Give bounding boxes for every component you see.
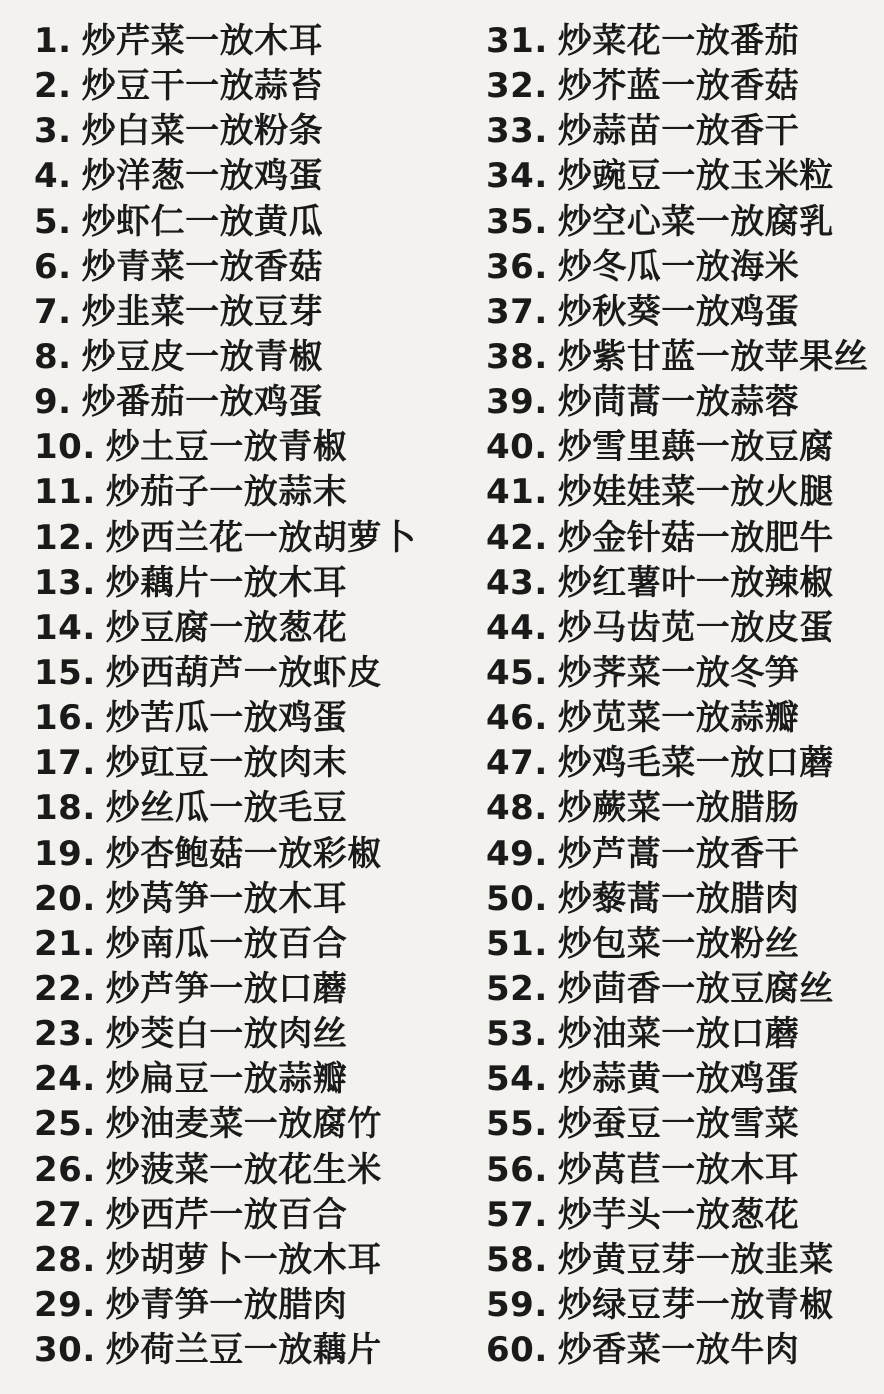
item-number-dot: . [534,652,548,693]
list-item [486,1148,884,1193]
item-number: 41 [486,472,535,513]
item-number-dot: . [58,66,72,107]
item-number-dot: . [534,968,548,1009]
item-number: 44 [486,607,535,648]
item-number: 57 [486,1194,535,1235]
item-text: 炒冬瓜一放海米 [557,246,800,287]
item-number-dot: . [534,336,548,377]
list-item [486,335,884,380]
list-item [486,1193,884,1238]
list-item [34,967,484,1012]
item-number-dot: . [82,923,96,964]
item-number: 36 [486,246,535,287]
list-item [34,425,484,470]
item-number-dot: . [82,788,96,829]
list-item [486,1238,884,1283]
item-number: 28 [34,1239,83,1280]
list-item [34,290,484,335]
item-number: 31 [486,21,535,61]
list-item [486,1328,884,1373]
item-number: 26 [34,1149,83,1190]
list-item [34,19,484,64]
list-item [34,1193,484,1238]
item-number: 33 [486,111,535,152]
item-number-dot: . [82,1284,96,1325]
item-number: 15 [34,652,83,693]
list-item [486,154,884,199]
item-text: 炒蒜苗一放香干 [557,111,800,152]
item-number: 59 [486,1284,535,1325]
item-number-dot: . [58,291,72,332]
item-number-dot: . [58,21,72,61]
item-text: 炒紫甘蓝一放苹果丝 [557,336,869,377]
item-number-dot: . [82,1239,96,1280]
list-item [34,1102,484,1147]
list-item [34,832,484,877]
item-number-dot: . [534,1284,548,1325]
item-text: 炒莴笋一放木耳 [105,878,348,919]
item-number-dot: . [82,1330,96,1371]
item-number-dot: . [534,246,548,287]
list-item [486,109,884,154]
item-number: 11 [34,472,83,513]
item-number: 42 [486,517,535,558]
item-number-dot: . [534,21,548,61]
item-number: 10 [34,427,83,468]
item-number-dot: . [534,833,548,874]
item-number: 27 [34,1194,83,1235]
item-text: 炒红薯叶一放辣椒 [557,562,834,603]
item-number-dot: . [82,427,96,468]
item-number-dot: . [534,472,548,513]
list-item [34,1283,484,1328]
list-item [486,696,884,741]
list-item [486,516,884,561]
item-number-dot: . [534,788,548,829]
item-number-dot: . [534,201,548,242]
item-number: 22 [34,968,83,1009]
item-text: 炒苦瓜一放鸡蛋 [105,698,348,739]
item-text: 炒番茄一放鸡蛋 [81,382,324,423]
item-number: 34 [486,156,535,197]
item-number: 35 [486,201,535,242]
item-number: 46 [486,698,535,739]
item-text: 炒娃娃菜一放火腿 [557,472,834,513]
item-number-dot: . [82,607,96,648]
list-item [34,651,484,696]
item-number-dot: . [82,1059,96,1100]
list-item [486,877,884,922]
item-number: 20 [34,878,83,919]
item-text: 炒西兰花一放胡萝卜 [105,517,417,558]
item-text: 炒虾仁一放黄瓜 [81,201,324,242]
item-text: 炒荷兰豆一放藕片 [105,1330,382,1371]
list-item [486,425,884,470]
item-number: 18 [34,788,83,829]
item-number-dot: . [534,1239,548,1280]
item-number: 37 [486,291,535,332]
item-number-dot: . [534,1194,548,1235]
item-text: 炒西芹一放百合 [105,1194,348,1235]
item-text: 炒荠菜一放冬笋 [557,652,800,693]
list-item [34,516,484,561]
item-number-dot: . [82,472,96,513]
list-item [34,109,484,154]
list-item [34,1238,484,1283]
item-text: 炒芦蒿一放香干 [557,833,800,874]
item-text: 炒包菜一放粉丝 [557,923,800,964]
list-item [34,335,484,380]
item-number: 54 [486,1059,535,1100]
item-number-dot: . [534,878,548,919]
list-item [34,786,484,831]
list-item [486,1012,884,1057]
item-number: 12 [34,517,83,558]
left-column-list [34,19,484,1373]
item-number-dot: . [534,923,548,964]
list-item [34,470,484,515]
item-number-dot: . [82,652,96,693]
item-number-dot: . [534,562,548,603]
item-number: 23 [34,1014,83,1055]
list-item [486,786,884,831]
item-text: 炒南瓜一放百合 [105,923,348,964]
item-number: 39 [486,382,535,423]
list-item [34,200,484,245]
item-number: 55 [486,1104,535,1145]
list-item [34,1148,484,1193]
list-item [486,1102,884,1147]
item-text: 炒土豆一放青椒 [105,427,348,468]
item-number-dot: . [534,111,548,152]
item-number: 25 [34,1104,83,1145]
item-text: 炒苋菜一放蒜瓣 [557,698,800,739]
item-number: 3 [34,111,59,152]
list-item [486,651,884,696]
item-number: 1 [34,21,59,61]
item-text: 炒豇豆一放肉末 [105,743,348,784]
item-number: 29 [34,1284,83,1325]
item-number-dot: . [82,562,96,603]
list-item [34,606,484,651]
item-number-dot: . [82,968,96,1009]
item-text: 炒香菜一放牛肉 [557,1330,800,1371]
item-text: 炒茴香一放豆腐丝 [557,968,834,1009]
item-number-dot: . [82,1149,96,1190]
list-item [34,154,484,199]
item-text: 炒芋头一放葱花 [557,1194,800,1235]
list-item [486,245,884,290]
item-number: 52 [486,968,535,1009]
item-number: 5 [34,201,59,242]
item-number: 58 [486,1239,535,1280]
item-number-dot: . [534,607,548,648]
list-item [34,380,484,425]
item-text: 炒空心菜一放腐乳 [557,201,834,242]
item-number: 56 [486,1149,535,1190]
item-number: 48 [486,788,535,829]
list-item [486,19,884,64]
item-text: 炒韭菜一放豆芽 [81,291,324,332]
item-text: 炒秋葵一放鸡蛋 [557,291,800,332]
item-text: 炒金针菇一放肥牛 [557,517,834,558]
list-item [34,1328,484,1373]
item-text: 炒青菜一放香菇 [81,246,324,287]
item-text: 炒豌豆一放玉米粒 [557,156,834,197]
list-item [486,470,884,515]
list-item [34,561,484,606]
item-number: 43 [486,562,535,603]
list-item [486,832,884,877]
list-item [486,200,884,245]
item-number-dot: . [534,1330,548,1371]
list-item [486,1283,884,1328]
item-text: 炒豆皮一放青椒 [81,336,324,377]
item-number-dot: . [82,833,96,874]
item-number: 49 [486,833,535,874]
list-item [486,922,884,967]
item-number-dot: . [82,1194,96,1235]
item-text: 炒芹菜一放木耳 [81,21,324,61]
list-item [34,1057,484,1102]
item-number-dot: . [82,698,96,739]
item-number-dot: . [58,111,72,152]
item-number-dot: . [534,66,548,107]
item-text: 炒茼蒿一放蒜蓉 [557,382,800,423]
item-number: 24 [34,1059,83,1100]
item-number-dot: . [82,1014,96,1055]
item-text: 炒杏鲍菇一放彩椒 [105,833,382,874]
item-text: 炒菠菜一放花生米 [105,1149,382,1190]
item-number-dot: . [82,878,96,919]
item-text: 炒蚕豆一放雪菜 [557,1104,800,1145]
item-number: 9 [34,382,59,423]
list-item [34,741,484,786]
item-text: 炒洋葱一放鸡蛋 [81,156,324,197]
list-item [34,922,484,967]
item-number: 13 [34,562,83,603]
item-number-dot: . [534,427,548,468]
item-text: 炒丝瓜一放毛豆 [105,788,348,829]
item-number: 45 [486,652,535,693]
item-number-dot: . [534,156,548,197]
item-number-dot: . [58,336,72,377]
list-item [486,561,884,606]
item-number: 14 [34,607,83,648]
item-number: 2 [34,66,59,107]
item-text: 炒鸡毛菜一放口蘑 [557,743,834,784]
item-text: 炒芥蓝一放香菇 [557,66,800,107]
item-text: 炒扁豆一放蒜瓣 [105,1059,348,1100]
item-number: 6 [34,246,59,287]
item-text: 炒芦笋一放口蘑 [105,968,348,1009]
item-text: 炒油菜一放口蘑 [557,1014,800,1055]
item-number-dot: . [58,156,72,197]
list-item [486,741,884,786]
item-number-dot: . [82,1104,96,1145]
item-number: 32 [486,66,535,107]
item-number: 60 [486,1330,535,1371]
item-text: 炒豆腐一放葱花 [105,607,348,648]
item-text: 炒马齿苋一放皮蛋 [557,607,834,648]
list-item [34,1012,484,1057]
item-number: 38 [486,336,535,377]
list-item [486,1057,884,1102]
item-number: 30 [34,1330,83,1371]
list-item [34,877,484,922]
item-text: 炒蒜黄一放鸡蛋 [557,1059,800,1100]
list-item [486,967,884,1012]
item-number-dot: . [534,1014,548,1055]
item-text: 炒青笋一放腊肉 [105,1284,348,1325]
list-item [34,245,484,290]
item-number: 16 [34,698,83,739]
item-number-dot: . [534,382,548,423]
list-item [34,696,484,741]
item-number: 51 [486,923,535,964]
list-item [486,290,884,335]
item-text: 炒豆干一放蒜苔 [81,66,324,107]
item-text: 炒茄子一放蒜末 [105,472,348,513]
list-item [486,606,884,651]
item-text: 炒绿豆芽一放青椒 [557,1284,834,1325]
list-item [486,380,884,425]
item-number: 53 [486,1014,535,1055]
item-text: 炒藕片一放木耳 [105,562,348,603]
item-number-dot: . [82,517,96,558]
item-number-dot: . [534,1104,548,1145]
item-number-dot: . [58,382,72,423]
item-number-dot: . [534,698,548,739]
item-text: 炒西葫芦一放虾皮 [105,652,382,693]
item-number: 19 [34,833,83,874]
item-number-dot: . [534,1149,548,1190]
item-number-dot: . [58,246,72,287]
item-number: 8 [34,336,59,377]
item-text: 炒油麦菜一放腐竹 [105,1104,382,1145]
item-number-dot: . [534,743,548,784]
item-number: 47 [486,743,535,784]
list-item [34,64,484,109]
item-number: 17 [34,743,83,784]
item-text: 炒菜花一放番茄 [557,21,800,61]
item-number: 7 [34,291,59,332]
item-number-dot: . [534,1059,548,1100]
item-number: 4 [34,156,59,197]
item-number-dot: . [58,201,72,242]
item-text: 炒藜蒿一放腊肉 [557,878,800,919]
item-text: 炒白菜一放粉条 [81,111,324,152]
item-number-dot: . [82,743,96,784]
item-number: 40 [486,427,535,468]
item-number: 21 [34,923,83,964]
item-number-dot: . [534,291,548,332]
item-text: 炒雪里蕻一放豆腐 [557,427,834,468]
item-number: 50 [486,878,535,919]
item-text: 炒莴苣一放木耳 [557,1149,800,1190]
item-text: 炒胡萝卜一放木耳 [105,1239,382,1280]
item-text: 炒茭白一放肉丝 [105,1014,348,1055]
list-item [486,64,884,109]
item-text: 炒蕨菜一放腊肠 [557,788,800,829]
item-number-dot: . [534,517,548,558]
item-text: 炒黄豆芽一放韭菜 [557,1239,834,1280]
right-column-list [486,19,884,1373]
